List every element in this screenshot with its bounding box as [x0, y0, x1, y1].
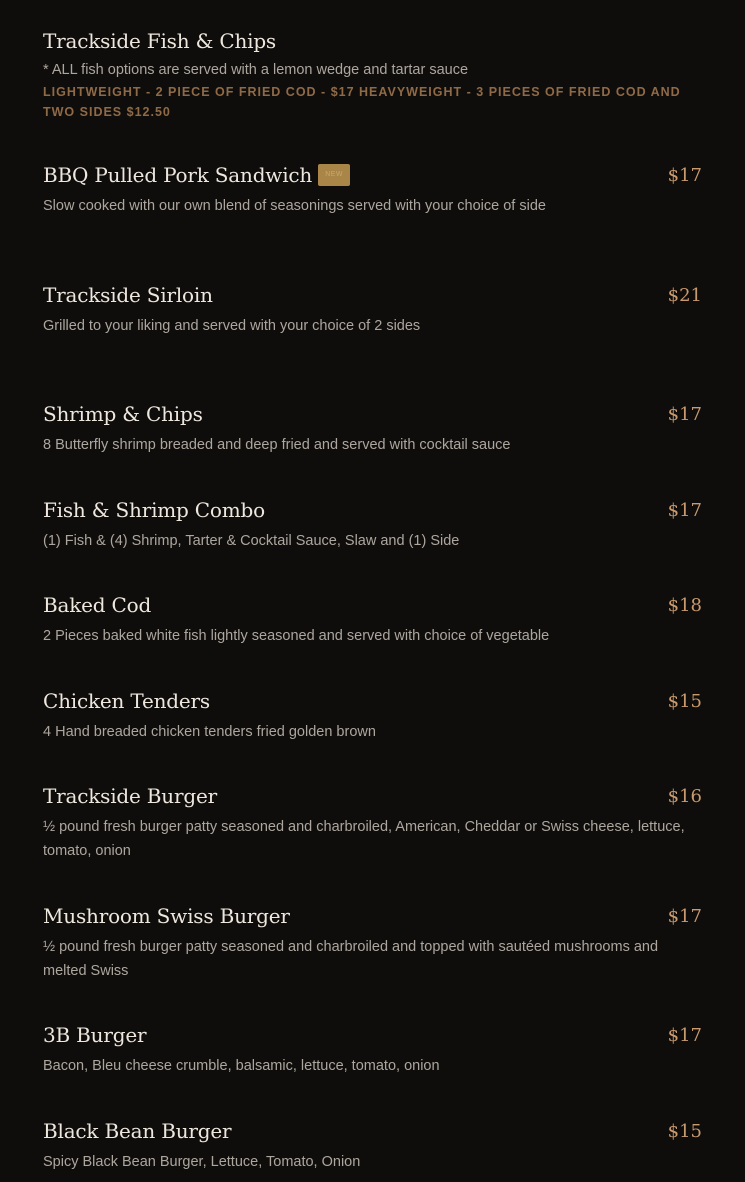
- menu-item-description: Slow cooked with our own blend of seasonings served with your choice of side: [43, 198, 546, 214]
- menu-item-description: (1) Fish & (4) Shrimp, Tarter & Cocktail Sauce, Slaw and (1) Side: [43, 533, 460, 549]
- menu-item-price: $17: [667, 499, 702, 521]
- menu-item-price: $17: [667, 905, 702, 927]
- menu-item-description: 8 Butterfly shrimp breaded and deep fried and served with cocktail sauce: [43, 437, 511, 453]
- menu-item: [43, 781, 702, 863]
- menu-item-description: ½ pound fresh burger patty seasoned and charbroiled and topped with sautéed mushrooms and melted Swiss: [43, 939, 659, 979]
- menu-item-name: Black Bean Burger: [43, 1119, 232, 1143]
- menu-item-description: Bacon, Bleu cheese crumble, balsamic, lettuce, tomato, onion: [43, 1058, 440, 1074]
- menu-item: [43, 686, 702, 744]
- menu-item: [43, 1116, 702, 1174]
- menu-item-price: $18: [667, 594, 702, 616]
- new-badge: NEW: [318, 164, 350, 186]
- menu-item-name: Trackside Burger: [43, 784, 217, 808]
- menu-item-price: $17: [667, 164, 702, 186]
- menu-item-name: Mushroom Swiss Burger: [43, 904, 290, 928]
- menu-item-name: BBQ Pulled Pork Sandwich: [43, 163, 313, 187]
- menu-item-price: $21: [667, 284, 702, 306]
- menu-section-fish-chips: [43, 26, 702, 122]
- menu-item-price: $17: [667, 403, 702, 425]
- menu-item-name: Trackside Fish & Chips: [43, 29, 276, 53]
- menu-item-price: $15: [667, 690, 702, 712]
- menu-item-description: 4 Hand breaded chicken tenders fried golden brown: [43, 724, 376, 740]
- menu-item-price: $17: [667, 1024, 702, 1046]
- menu-item-name: Shrimp & Chips: [43, 402, 203, 426]
- menu-item-name: Trackside Sirloin: [43, 283, 213, 307]
- menu-item-note: * ALL fish options are served with a lemon wedge and tartar sauce: [43, 62, 469, 78]
- menu-item-name: Fish & Shrimp Combo: [43, 498, 265, 522]
- menu-item: [43, 901, 702, 983]
- menu-item-description: 2 Pieces baked white fish lightly seasoned and served with choice of vegetable: [43, 628, 550, 644]
- menu-item: [43, 160, 702, 218]
- menu-item-description: ½ pound fresh burger patty seasoned and charbroiled, American, Cheddar or Swiss cheese, lettuce, tomato, onion: [43, 819, 685, 859]
- menu-item: [43, 1020, 702, 1078]
- menu-item: [43, 280, 702, 338]
- menu-item-description: Spicy Black Bean Burger, Lettuce, Tomato, Onion: [43, 1154, 361, 1170]
- menu-item-description: Grilled to your liking and served with your choice of 2 sides: [43, 318, 421, 334]
- menu-item-name: Chicken Tenders: [43, 689, 210, 713]
- menu-item-options: LIGHTWEIGHT - 2 PIECE OF FRIED COD - $17 HEAVYWEIGHT - 3 PIECES OF FRIED COD AND TWO SIDES $12.50: [43, 85, 681, 119]
- menu-item-price: $15: [667, 1120, 702, 1142]
- menu-item: [43, 495, 702, 553]
- menu-item-price: $16: [667, 785, 702, 807]
- menu-item: [43, 399, 702, 457]
- menu-item-name: Baked Cod: [43, 593, 152, 617]
- menu-item: [43, 590, 702, 648]
- menu-item-name: 3B Burger: [43, 1023, 147, 1047]
